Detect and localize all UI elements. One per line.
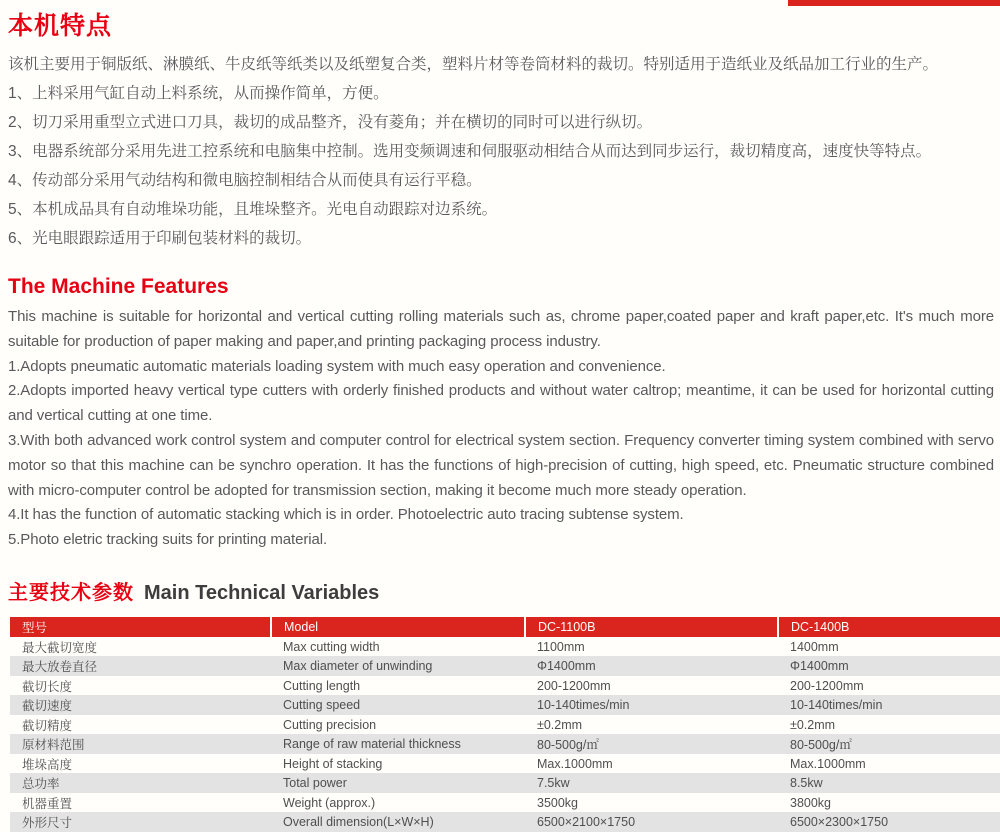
- table-cell: 8.5kw: [790, 776, 823, 791]
- table-cell: 机器重置: [22, 796, 73, 811]
- cn-feature-item: 1、上料采用气缸自动上料系统，从而操作简单，方便。: [8, 85, 389, 102]
- table-cell: Max.1000mm: [790, 756, 866, 771]
- table-cell: Cutting length: [283, 678, 361, 693]
- table-cell: 堆垛高度: [22, 757, 73, 772]
- top-accent-bar: [788, 0, 1000, 6]
- table-cell: 200-1200mm: [537, 678, 611, 693]
- table-cell: Range of raw material thickness: [283, 737, 461, 752]
- table-cell: 7.5kw: [537, 776, 570, 791]
- table-cell: 外形尺寸: [22, 816, 73, 831]
- table-cell: Φ1400mm: [537, 659, 596, 674]
- table-cell: 总功率: [22, 777, 60, 792]
- table-cell: ±0.2mm: [537, 717, 583, 732]
- spec-table-body: [10, 637, 1000, 832]
- header-cell-model-en: Model: [271, 617, 525, 637]
- en-paragraph: This machine is suitable for horizontal and vertical cutting rolling materials such as, chrome paper,coated paper and kraft paper,etc. It's much more suitable for production of paper making and paper,and printing packaging process industry.: [8, 308, 994, 350]
- table-cell: 截切长度: [22, 679, 73, 694]
- table-cell: 200-1200mm: [790, 678, 864, 693]
- en-paragraph: 4.It has the function of automatic stacking which is in order. Photoelectric auto tracing subtense system.: [8, 506, 684, 524]
- table-cell: 最大放卷直径: [22, 660, 98, 675]
- table-row: [10, 773, 1000, 793]
- table-cell: 6500×2100×1750: [537, 815, 636, 830]
- table-cell: 原材料范围: [22, 738, 85, 753]
- cn-feature-item: 5、本机成品具有自动堆垛功能，且堆垛整齐。光电自动跟踪对边系统。: [8, 201, 498, 218]
- table-cell: 截切速度: [22, 699, 73, 714]
- table-row: [10, 656, 1000, 676]
- table-cell: 3500kg: [537, 795, 579, 810]
- tech-params-title-cn: 主要技术参数: [8, 581, 134, 604]
- header-cell-model-cn: 型号: [10, 617, 271, 637]
- table-cell: ±0.2mm: [790, 717, 836, 732]
- tech-params-title: [8, 581, 994, 605]
- table-header-row: [10, 617, 1000, 637]
- table-cell: 10-140times/min: [790, 698, 883, 713]
- table-cell: Cutting speed: [283, 698, 361, 713]
- table-row: [10, 793, 1000, 813]
- en-paragraph: 1.Adopts pneumatic automatic materials loading system with much easy operation and convenience.: [8, 357, 666, 375]
- table-cell: 最大截切宽度: [22, 640, 98, 655]
- cn-feature-item: 3、电器系统部分采用先进工控系统和电脑集中控制。选用变频调速和伺服驱动相结合从而达到同步运行，裁切精度高，速度快等特点。: [8, 143, 932, 160]
- header-cell-dc1400b: DC-1400B: [778, 617, 1000, 637]
- cn-feature-item: 6、光电眼跟踪适用于印刷包装材料的裁切。: [8, 230, 312, 247]
- en-paragraph: 2.Adopts imported heavy vertical type cutters with orderly finished products and without water caltrop; meantime, it can be used for horizontal cutting and vertical cutting at one time.: [8, 382, 994, 425]
- table-cell: Max cutting width: [283, 639, 380, 654]
- table-cell: 10-140times/min: [537, 698, 630, 713]
- table-cell: 80-500g/㎡: [790, 738, 852, 753]
- en-paragraph: 5.Photo eletric tracking suits for printing material.: [8, 531, 328, 549]
- table-cell: 1400mm: [790, 639, 839, 654]
- header-cell-dc1100b: DC-1100B: [525, 617, 778, 637]
- table-cell: 1100mm: [537, 639, 585, 654]
- spec-table-header: [10, 617, 1000, 637]
- spec-table: [10, 617, 1000, 832]
- table-cell: 6500×2300×1750: [790, 815, 889, 830]
- table-cell: 截切精度: [22, 718, 73, 733]
- table-cell: Max diameter of unwinding: [283, 659, 433, 674]
- table-cell: Overall dimension(L×W×H): [283, 815, 434, 830]
- en-features-title: The Machine Features: [8, 275, 229, 298]
- table-cell: Max.1000mm: [537, 756, 613, 771]
- table-row: [10, 734, 1000, 754]
- table-row: [10, 695, 1000, 715]
- table-row: [10, 754, 1000, 774]
- table-cell: Height of stacking: [283, 756, 383, 771]
- en-features-block: [8, 305, 994, 553]
- cn-feature-item: 2、切刀采用重型立式进口刀具，裁切的成品整齐，没有菱角；并在横切的同时可以进行纵切。: [8, 114, 653, 131]
- table-cell: Total power: [283, 776, 347, 791]
- table-cell: Φ1400mm: [790, 659, 849, 674]
- cn-intro-text: 该机主要用于铜版纸、淋膜纸、牛皮纸等纸类以及纸塑复合类，塑料片材等卷筒材料的裁切。特别适用于造纸业及纸品加工行业的生产。: [8, 56, 939, 73]
- cn-features-block: [8, 50, 994, 253]
- table-row: [10, 812, 1000, 832]
- table-cell: Cutting precision: [283, 717, 377, 732]
- table-row: [10, 676, 1000, 696]
- table-cell: 3800kg: [790, 795, 832, 810]
- en-paragraph: 3.With both advanced work control system and computer control for electrical system section. Frequency converter timing system combined with servo motor so that this machine can be synchro operation. It has the functions of high-precision of cutting, high speed, etc. Pneumatic structure combined with micro-computer control be adopted for transmission section, making it become much more steady operation.: [8, 431, 994, 499]
- table-cell: 80-500g/㎡: [537, 738, 599, 753]
- table-row: [10, 637, 1000, 657]
- table-cell: Weight (approx.): [283, 795, 376, 810]
- table-row: [10, 715, 1000, 735]
- cn-feature-item: 4、传动部分采用气动结构和微电脑控制相结合从而使具有运行平稳。: [8, 172, 482, 189]
- cn-features-title: 本机特点: [8, 12, 113, 40]
- tech-params-title-en: Main Technical Variables: [144, 581, 380, 604]
